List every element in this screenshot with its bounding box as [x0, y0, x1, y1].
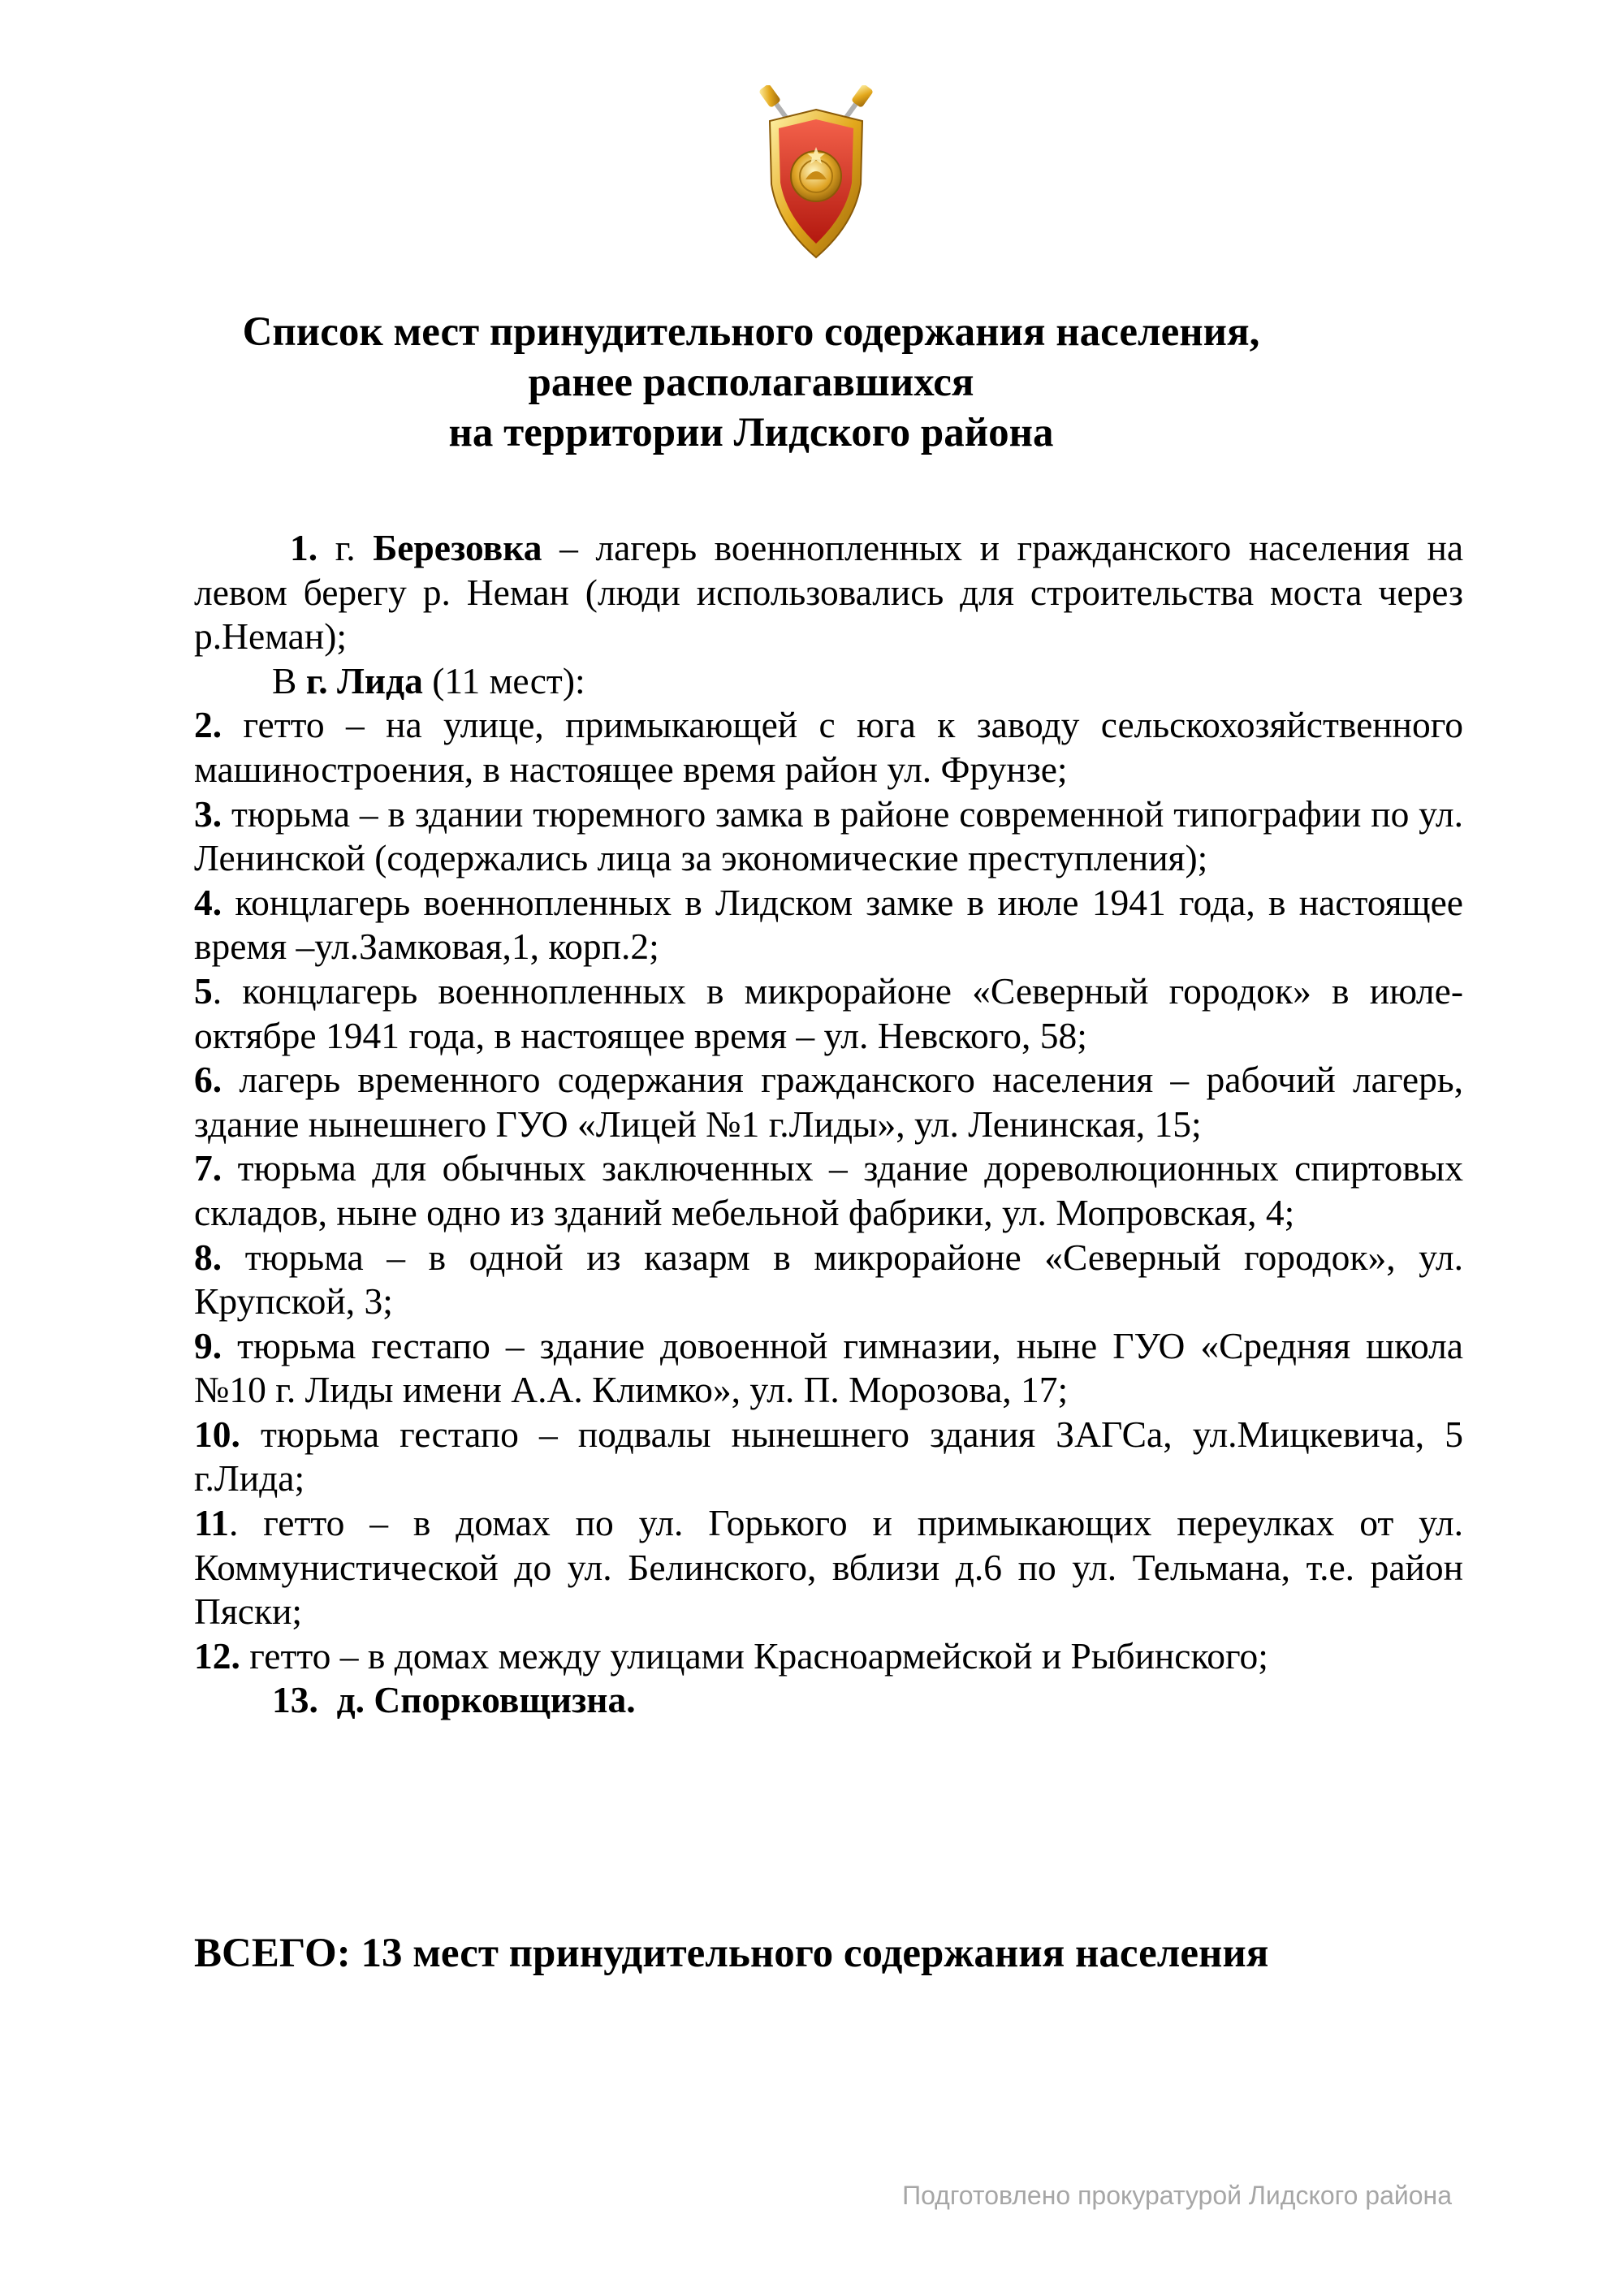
- item-prefix: г.: [335, 527, 356, 568]
- item-text: тюрьма – в здании тюремного замка в районе современной типографии по ул. Ленинской (содержались лица за экономические преступления);: [194, 792, 1464, 879]
- list-item: [194, 1236, 1463, 1324]
- list-item: [194, 881, 1463, 969]
- item-number: 10.: [194, 1413, 240, 1455]
- item-place: д. Спорковщизна.: [336, 1679, 636, 1721]
- list-item: [194, 1324, 1463, 1413]
- footer-note: Подготовлено прокуратурой Лидского района: [902, 2181, 1452, 2210]
- item-text: гетто – в домах между улицами Красноармейской и Рыбинского;: [249, 1634, 1268, 1677]
- list-item: [194, 1413, 1463, 1501]
- item-place: Березовка: [373, 527, 542, 568]
- item-number: 2.: [194, 704, 222, 746]
- item-number: 12.: [194, 1634, 240, 1677]
- item-text: . гетто – в домах по ул. Горького и примыкающих переулках от ул. Коммунистической до ул. Белинского, вблизи д.6 по ул. Тельмана, т.е. район Пяски;: [194, 1502, 1463, 1633]
- item-number: 1.: [290, 527, 318, 568]
- document-title: [0, 307, 1502, 458]
- title-line-1: Список мест принудительного содержания населения,: [242, 309, 1260, 355]
- list-item: [194, 792, 1463, 881]
- list-subheading: [194, 659, 1463, 704]
- item-text: тюрьма гестапо – подвалы нынешнего здания ЗАГСа, ул.Мицкевича, 5 г.Лида;: [194, 1413, 1463, 1500]
- list-item: [194, 703, 1463, 792]
- item-text: (11 мест):: [432, 659, 585, 701]
- title-line-3: на территории Лидского района: [448, 410, 1054, 455]
- item-text: лагерь временного содержания гражданского населения – рабочий лагерь, здание нынешнего ГУО «Лицей №1 г.Лиды», ул. Ленинская, 15;: [194, 1059, 1464, 1145]
- item-number: 4.: [194, 881, 222, 923]
- item-text: – лагерь военнопленных и гражданского населения на левом берегу р. Неман (люди использовались для строительства моста через р.Неман);: [194, 527, 1464, 658]
- list-item: [194, 969, 1463, 1058]
- item-number: 6.: [194, 1059, 222, 1101]
- item-place: г. Лида: [305, 659, 423, 701]
- item-number: 5: [194, 969, 213, 1012]
- item-number: 7.: [194, 1147, 222, 1189]
- item-text: тюрьма – в одной из казарм в микрорайоне «Северный городок», ул. Крупской, 3;: [194, 1236, 1463, 1323]
- item-text: гетто – на улице, примыкающей с юга к заводу сельскохозяйственного машиностроения, в настоящее время район ул. Фрунзе;: [194, 704, 1463, 790]
- item-number: 9.: [194, 1324, 222, 1366]
- total-summary: ВСЕГО: 13 мест принудительного содержания населения: [194, 1931, 1269, 1976]
- item-prefix: В: [272, 659, 297, 701]
- item-number: 13.: [272, 1679, 318, 1721]
- list-item: [194, 1634, 1463, 1679]
- item-text: концлагерь военнопленных в Лидском замке в июле 1941 года, в настоящее время –ул.Замковая,1, корп.2;: [194, 881, 1463, 968]
- places-list: [194, 526, 1463, 1723]
- list-item: [194, 526, 1463, 659]
- list-item: [194, 1501, 1463, 1634]
- list-item: [194, 1058, 1463, 1146]
- item-number: 8.: [194, 1236, 222, 1278]
- item-number: 3.: [194, 792, 222, 835]
- item-number: 11: [194, 1502, 229, 1544]
- list-item: [194, 1678, 1463, 1723]
- item-text: . концлагерь военнопленных в микрорайоне «Северный городок» в июле-октябре 1941 года, в настоящее время – ул. Невского, 58;: [194, 969, 1463, 1056]
- prosecutor-office-emblem-icon: [755, 85, 877, 260]
- list-item: [194, 1146, 1463, 1235]
- item-text: тюрьма для обычных заключенных – здание дореволюционных спиртовых складов, ныне одно из зданий мебельной фабрики, ул. Мопровская, 4;: [194, 1147, 1463, 1233]
- title-line-2: ранее располагавшихся: [528, 360, 974, 405]
- item-text: тюрьма гестапо – здание довоенной гимназии, ныне ГУО «Средняя школа №10 г. Лиды имени А.А. Климко», ул. П. Морозова, 17;: [194, 1324, 1463, 1411]
